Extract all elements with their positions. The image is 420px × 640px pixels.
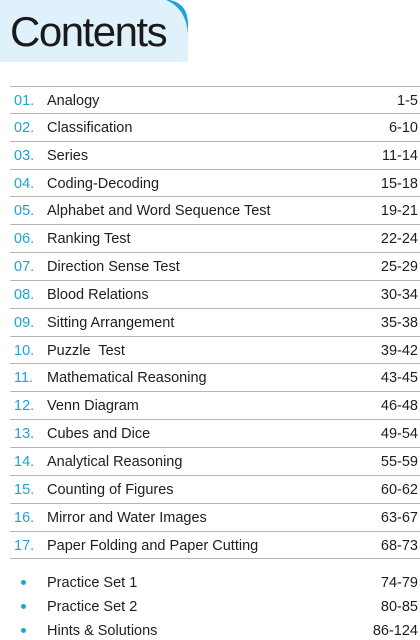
extra-entry[interactable] <box>10 598 420 622</box>
toc-entry-number: 11. <box>14 370 34 387</box>
toc-entry[interactable] <box>10 142 420 170</box>
extra-entry[interactable] <box>10 622 420 640</box>
toc-entry-number: 17. <box>14 537 35 554</box>
toc-entry[interactable] <box>10 309 420 337</box>
toc-entry-pages: 30-34 <box>380 286 418 303</box>
toc-entry-number: 07. <box>14 259 35 276</box>
toc-entry-title: Blood Relations <box>47 286 149 303</box>
toc-entry[interactable] <box>10 532 420 560</box>
toc-entry-title: Venn Diagram <box>47 398 139 415</box>
bullet-icon <box>21 604 26 609</box>
toc-entry[interactable] <box>10 197 420 225</box>
toc-entry-number: 15. <box>14 481 35 498</box>
toc-entry-title: Cubes and Dice <box>47 426 151 443</box>
toc-entry[interactable] <box>10 448 420 476</box>
toc-entry-number: 03. <box>14 147 35 164</box>
extra-entry-title: Practice Set 2 <box>47 599 138 615</box>
toc-entry-number: 10. <box>14 342 35 359</box>
toc-entry[interactable] <box>10 337 420 365</box>
toc-entry-number: 06. <box>14 231 35 248</box>
toc-entry[interactable] <box>10 392 420 420</box>
toc-entry-pages: 6-10 <box>388 119 418 136</box>
extra-entry[interactable] <box>10 574 420 598</box>
toc-entry-pages: 11-14 <box>381 147 418 164</box>
toc-entry-number: 16. <box>14 509 35 526</box>
toc-entry-number: 08. <box>14 286 35 303</box>
contents-banner <box>0 0 188 62</box>
toc-list <box>10 86 420 559</box>
toc-entry[interactable] <box>10 170 420 198</box>
toc-entry-title: Direction Sense Test <box>47 259 180 276</box>
toc-entry-pages: 1-5 <box>397 93 418 109</box>
toc-entry[interactable] <box>10 281 420 309</box>
toc-entry-title: Analogy <box>47 93 100 109</box>
toc-entry-title: Puzzle Test <box>47 342 125 359</box>
toc-entry-number: 14. <box>14 453 35 470</box>
toc-entry-title: Counting of Figures <box>47 481 174 498</box>
extra-entry-title: Hints & Solutions <box>47 623 158 639</box>
toc-entry-number: 13. <box>14 426 35 443</box>
toc-entry-title: Classification <box>47 119 133 136</box>
toc-entry-pages: 63-67 <box>380 509 418 526</box>
toc-entry-title: Paper Folding and Paper Cutting <box>47 537 259 554</box>
toc-entry-title: Mirror and Water Images <box>47 509 207 526</box>
toc-entry-number: 01. <box>14 93 35 109</box>
toc-entry[interactable] <box>10 225 420 253</box>
toc-entry-title: Series <box>47 147 89 164</box>
toc-entry-pages: 49-54 <box>380 426 418 443</box>
toc-entry-title: Alphabet and Word Sequence Test <box>47 203 271 220</box>
toc-entry-pages: 22-24 <box>380 231 418 248</box>
toc-entry-title: Sitting Arrangement <box>47 314 175 331</box>
toc-entry-number: 05. <box>14 203 35 220</box>
toc-entry[interactable] <box>10 114 420 142</box>
toc-entry-number: 09. <box>14 314 35 331</box>
page-title: Contents <box>10 8 167 55</box>
toc-entry-pages: 35-38 <box>380 314 418 331</box>
toc-entry[interactable] <box>10 86 420 114</box>
toc-entry-pages: 15-18 <box>380 175 418 192</box>
toc-entry-pages: 39-42 <box>380 342 418 359</box>
toc-entry-pages: 25-29 <box>380 259 418 276</box>
toc-entry-pages: 19-21 <box>380 203 418 220</box>
extra-entry-title: Practice Set 1 <box>47 575 138 591</box>
bullet-icon <box>21 628 26 633</box>
toc-entry-pages: 60-62 <box>380 481 418 498</box>
toc-entry-title: Mathematical Reasoning <box>47 370 207 387</box>
extra-entry-pages: 74-79 <box>380 575 418 591</box>
toc-entry-pages: 46-48 <box>380 398 418 415</box>
toc-entry-number: 12. <box>14 398 35 415</box>
toc-entry-title: Coding-Decoding <box>47 175 160 192</box>
toc-entry[interactable] <box>10 476 420 504</box>
toc-entry-pages: 43-45 <box>380 370 418 387</box>
extras-list <box>10 574 420 640</box>
toc-entry-title: Analytical Reasoning <box>47 453 183 470</box>
bullet-icon <box>21 580 26 585</box>
toc-entry[interactable] <box>10 420 420 448</box>
toc-entry-pages: 55-59 <box>380 453 418 470</box>
toc-entry[interactable] <box>10 253 420 281</box>
extra-entry-pages: 86-124 <box>372 623 418 639</box>
toc-entry[interactable] <box>10 364 420 392</box>
toc-entry-number: 04. <box>14 175 35 192</box>
toc-entry-number: 02. <box>14 119 35 136</box>
toc-entry-pages: 68-73 <box>380 537 418 554</box>
toc-entry[interactable] <box>10 504 420 532</box>
extra-entry-pages: 80-85 <box>380 599 418 615</box>
toc-entry-title: Ranking Test <box>47 231 131 248</box>
